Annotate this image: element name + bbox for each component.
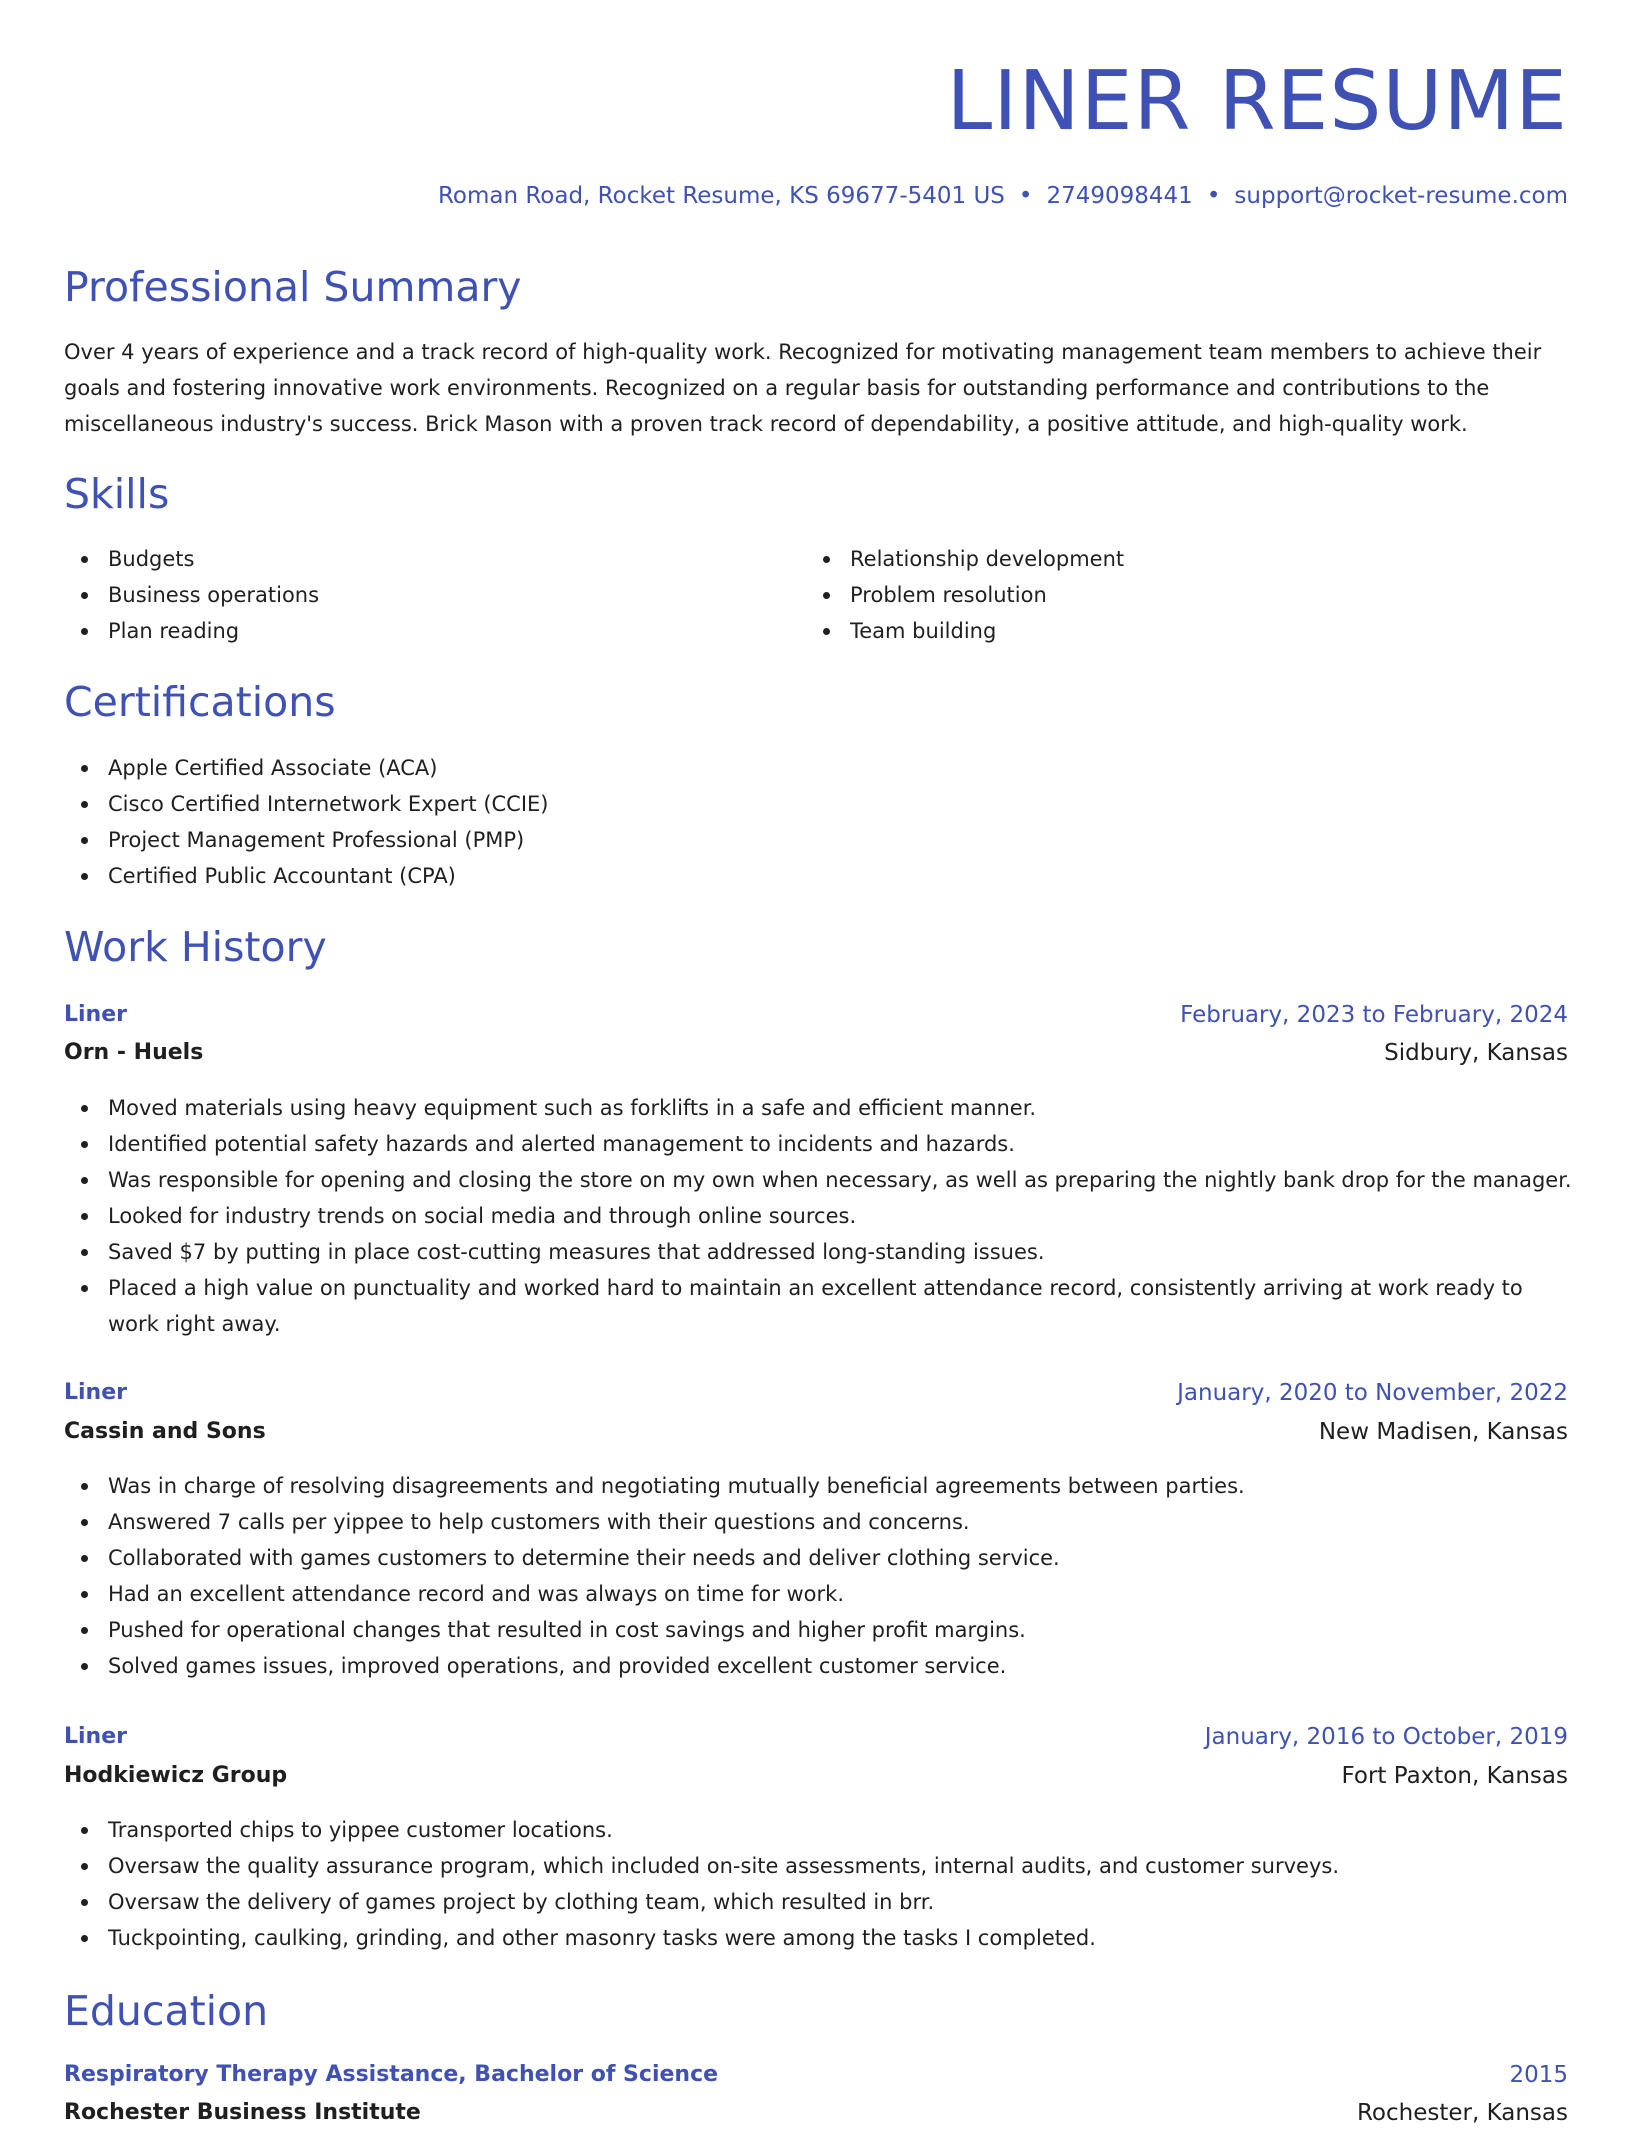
skills-list-right (806, 541, 1124, 649)
certification-item: Apple Certified Associate (ACA) (64, 750, 549, 786)
job-title: Liner (64, 1380, 127, 1405)
job-title: Liner (64, 1724, 127, 1749)
skills-heading: Skills (64, 470, 170, 518)
job-company-row (64, 1414, 1568, 1450)
job-bullet: Tuckpointing, caulking, grinding, and other masonry tasks were among the tasks I completed. (64, 1920, 1339, 1956)
contact-line (438, 181, 1568, 211)
certification-item: Project Management Professional (PMP) (64, 822, 549, 858)
job-company: Cassin and Sons (64, 1419, 266, 1444)
skills-list-left (64, 541, 319, 649)
job-bullet: Placed a high value on punctuality and worked hard to maintain an excellent attendance record, consistently arriving at work ready to work right away. (64, 1270, 1568, 1342)
job-bullet: Identified potential safety hazards and alerted management to incidents and hazards. (64, 1126, 1572, 1162)
job-bullet: Solved games issues, improved operations, and provided excellent customer service. (64, 1648, 1245, 1684)
job-header (64, 1375, 1568, 1411)
education-location: Rochester, Kansas (1356, 2100, 1568, 2126)
job-dates: February, 2023 to February, 2024 (1180, 1002, 1568, 1028)
resume-page (64, 0, 1572, 2126)
job-location: New Madisen, Kansas (1318, 1419, 1568, 1445)
contact-separator: • (1206, 183, 1221, 209)
job-bullet: Saved $7 by putting in place cost-cutting measures that addressed long-standing issues. (64, 1234, 1572, 1270)
skill-item: Relationship development (806, 541, 1124, 577)
job-header (64, 997, 1568, 1033)
job-header (64, 1719, 1568, 1755)
certification-item: Cisco Certified Internetwork Expert (CCIE) (64, 786, 549, 822)
summary-text: Over 4 years of experience and a track record of high-quality work. Recognized for motivating management team members to achieve their goals and fostering innovative work environments. Recognized on a regular basis for outstanding performance and contributions to the miscellaneous industry's success. Brick Mason with a proven track record of dependability, a positive attitude, and high-quality work. (64, 340, 1542, 436)
resume-name: LINER RESUME (946, 54, 1568, 149)
job-bullet: Collaborated with games customers to determine their needs and deliver clothing service. (64, 1540, 1245, 1576)
certifications-list (64, 750, 549, 894)
job-company: Orn - Huels (64, 1040, 204, 1065)
job-bullet: Was in charge of resolving disagreements and negotiating mutually beneficial agreements between parties. (64, 1468, 1245, 1504)
job-company: Hodkiewicz Group (64, 1763, 288, 1788)
skill-item: Team building (806, 613, 1124, 649)
job-bullet: Moved materials using heavy equipment such as forklifts in a safe and efficient manner. (64, 1090, 1572, 1126)
job-dates: January, 2020 to November, 2022 (1177, 1380, 1568, 1406)
job-location: Sidbury, Kansas (1384, 1040, 1568, 1066)
skill-item: Business operations (64, 577, 319, 613)
job-bullets (64, 1812, 1339, 1956)
education-header (64, 2057, 1568, 2093)
certifications-heading: Certifications (64, 678, 336, 726)
job-company-row (64, 1758, 1568, 1794)
job-dates: January, 2016 to October, 2019 (1204, 1724, 1568, 1750)
job-bullet: Oversaw the delivery of games project by clothing team, which resulted in brr. (64, 1884, 1339, 1920)
summary-heading: Professional Summary (64, 263, 522, 311)
job-bullet: Oversaw the quality assurance program, which included on-site assessments, internal audits, and customer surveys. (64, 1848, 1339, 1884)
education-school: Rochester Business Institute (64, 2100, 421, 2125)
job-location: Fort Paxton, Kansas (1341, 1763, 1568, 1789)
work-history-heading: Work History (64, 923, 327, 971)
job-bullets (64, 1090, 1572, 1342)
skill-item: Plan reading (64, 613, 319, 649)
job-bullets (64, 1468, 1245, 1684)
education-school-row (64, 2095, 1568, 2131)
education-year: 2015 (1509, 2062, 1568, 2088)
contact-phone: 2749098441 (1046, 183, 1193, 209)
job-bullet: Looked for industry trends on social media and through online sources. (64, 1198, 1572, 1234)
job-title: Liner (64, 1002, 127, 1027)
skill-item: Budgets (64, 541, 319, 577)
job-bullet: Was responsible for opening and closing the store on my own when necessary, as well as preparing the nightly bank drop for the manager. (64, 1162, 1572, 1198)
skill-item: Problem resolution (806, 577, 1124, 613)
contact-address: Roman Road, Rocket Resume, KS 69677-5401 US (437, 183, 1005, 209)
job-bullet: Answered 7 calls per yippee to help customers with their questions and concerns. (64, 1504, 1245, 1540)
job-bullet: Pushed for operational changes that resulted in cost savings and higher profit margins. (64, 1612, 1245, 1648)
education-degree: Respiratory Therapy Assistance, Bachelor of Science (64, 2062, 719, 2087)
contact-email: support@rocket-resume.com (1234, 183, 1568, 209)
job-bullet: Transported chips to yippee customer locations. (64, 1812, 1339, 1848)
contact-separator: • (1018, 183, 1033, 209)
job-company-row (64, 1035, 1568, 1071)
education-heading: Education (64, 1987, 269, 2035)
job-bullet: Had an excellent attendance record and was always on time for work. (64, 1576, 1245, 1612)
certification-item: Certified Public Accountant (CPA) (64, 858, 549, 894)
